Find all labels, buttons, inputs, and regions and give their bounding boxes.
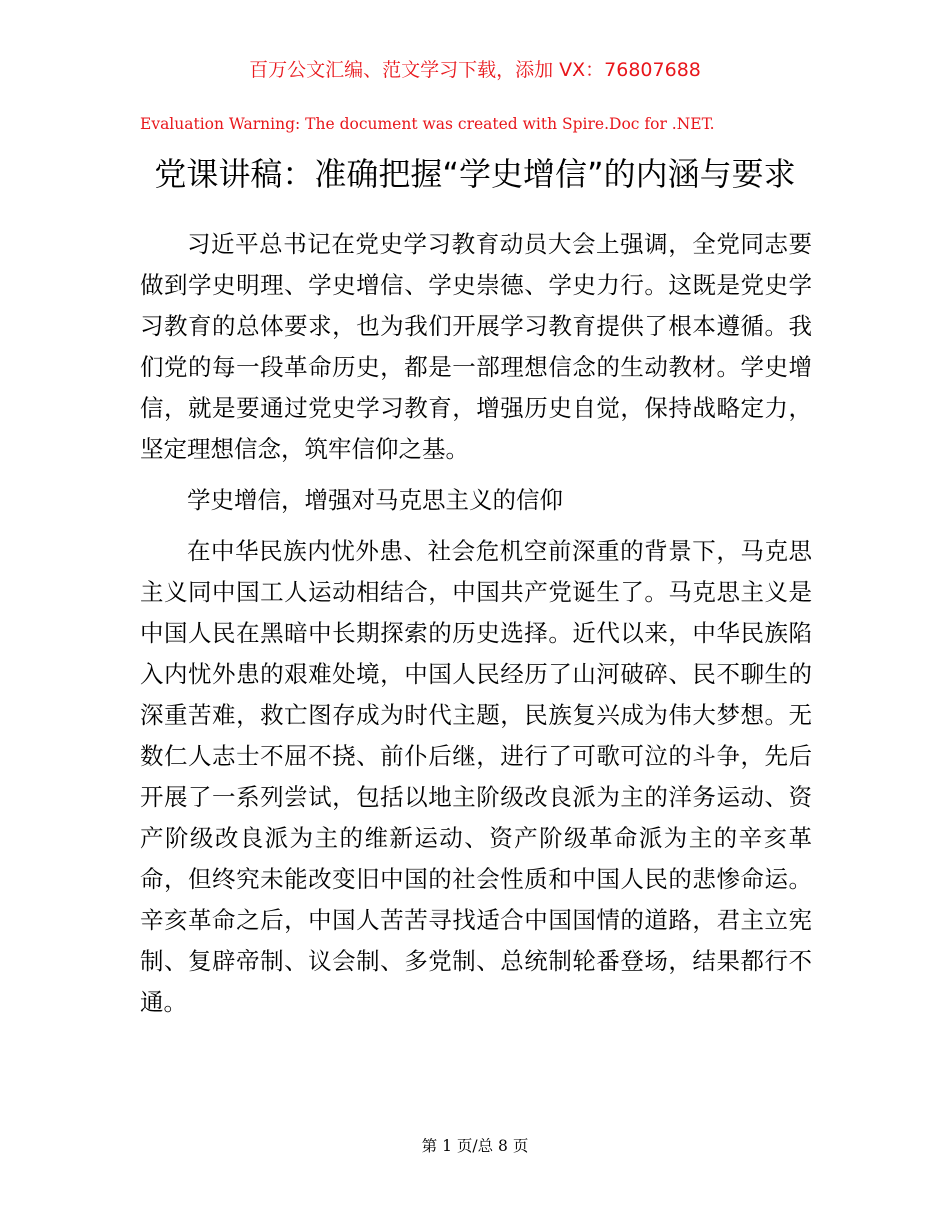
document-title: 党课讲稿：准确把握“学史增信”的内涵与要求 xyxy=(154,155,796,193)
evaluation-warning: Evaluation Warning: The document was created with Spire.Doc for .NET. xyxy=(140,115,715,133)
promo-banner: 百万公文汇编、范文学习下载，添加 VX：76807688 xyxy=(249,59,701,81)
intro-paragraph: 习近平总书记在党史学习教育动员大会上强调，全党同志要做到学史明理、学史增信、学史崇德、学史力行。这既是党史学习教育的总体要求，也为我们开展学习教育提供了根本遵循。我们党的每一段革命历史，都是一部理想信念的生动教材。学史增信，就是要通过党史学习教育，增强历史自觉，保持战略定力，坚定理想信念，筑牢信仰之基。 xyxy=(140,230,812,463)
section-heading: 学史增信，增强对马克思主义的信仰 xyxy=(187,486,563,514)
document-body xyxy=(140,224,812,1033)
page-number: 第 1 页/总 8 页 xyxy=(421,1137,529,1155)
body-paragraph: 在中华民族内忧外患、社会危机空前深重的背景下，马克思主义同中国工人运动相结合，中国共产党诞生了。马克思主义是中国人民在黑暗中长期探索的历史选择。近代以来，中华民族陷入内忧外患的艰难处境，中国人民经历了山河破碎、民不聊生的深重苦难，救亡图存成为时代主题，民族复兴成为伟大梦想。无数仁人志士不屈不挠、前仆后继，进行了可歌可泣的斗争，先后开展了一系列尝试，包括以地主阶级改良派为主的洋务运动、资产阶级改良派为主的维新运动、资产阶级革命派为主的辛亥革命，但终究未能改变旧中国的社会性质和中国人民的悲惨命运。辛亥革命之后，中国人苦苦寻找适合中国国情的道路，君主立宪制、复辟帝制、议会制、多党制、总统制轮番登场，结果都行不通。 xyxy=(140,537,812,1016)
